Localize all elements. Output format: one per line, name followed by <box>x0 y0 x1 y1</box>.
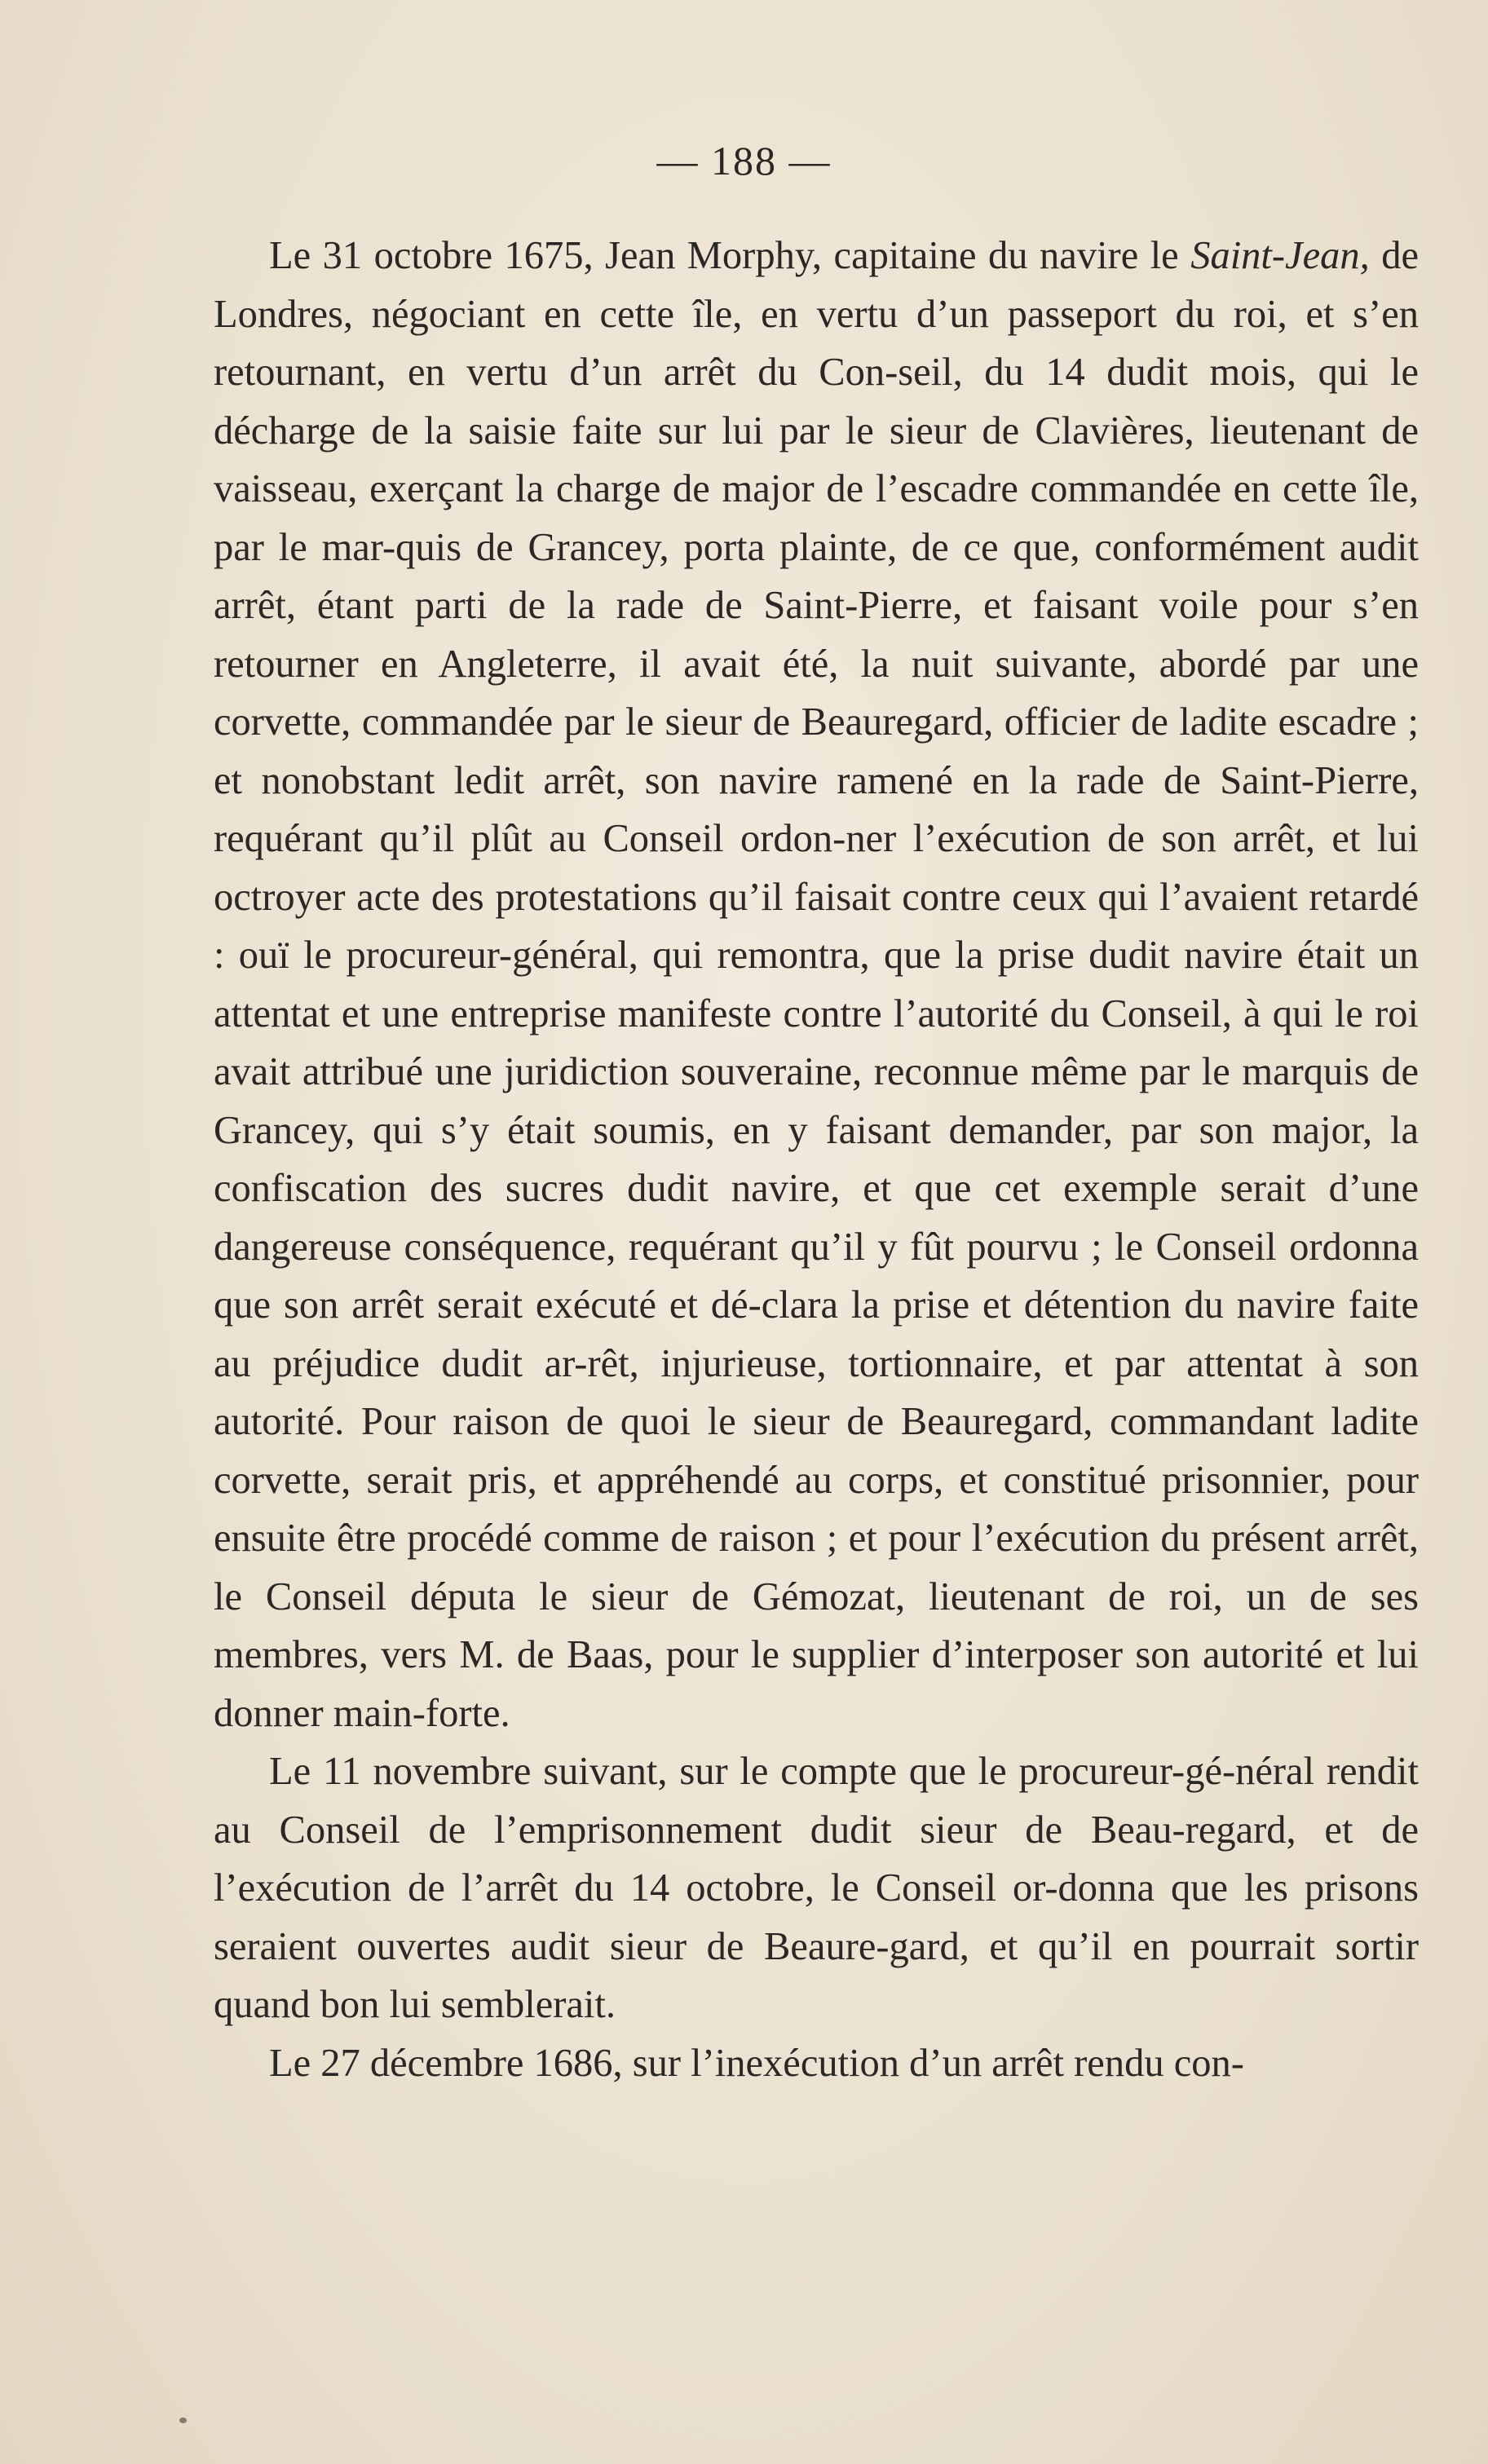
ink-speck <box>179 2418 187 2423</box>
paragraph-1-body: de Londres, négociant en cette île, en vertu d’un passeport du roi, et s’en retournant, en vertu d’un arrêt du Con-seil, du 14 dudit mois, qui le décharge de la saisie faite sur lui par le sieur de Clavières, lieutenant de vaisseau, exerçant la charge de major de l’escadre commandée en cette île, par le mar-quis de Grancey, porta plainte, de ce que, conformément audit arrêt, étant parti de la rade de Saint-Pierre, et faisant voile pour s’en retourner en Angleterre, il avait été, la nuit suivante, abordé par une corvette, commandée par le sieur de Beauregard, officier de ladite escadre ; et nonobstant ledit arrêt, son navire ramené en la rade de Saint-Pierre, requérant qu’il plût au Conseil ordon-ner l’exécution de son arrêt, et lui octroyer acte des protestations qu’il faisait contre ceux qui l’avaient retardé : ouï le procureur-général, qui remontra, que la prise dudit navire était un attentat et une entreprise manifeste contre l’autorité du Conseil, à qui le roi avait attribué une juridiction souveraine, reconnue même par le marquis de Grancey, qui s’y était soumis, en y faisant demander, par son major, la confiscation des sucres dudit navire, et que cet exemple serait d’une dangereuse conséquence, requérant qu’il y fût pourvu ; le Conseil ordonna que son arrêt serait exécuté et dé-clara la prise et détention du navire faite au préjudice dudit ar-rêt, injurieuse, tortionnaire, et par attentat à son autorité. Pour raison de quoi le sieur de Beauregard, commandant ladite corvette, serait pris, et appréhendé au corps, et constitué prisonnier, pour ensuite être procédé comme de raison ; et pour l’exécution du présent arrêt, le Conseil députa le sieur de Gémozat, lieutenant de roi, un de ses membres, vers M. de Baas, pour le supplier d’interposer son autorité et lui donner main-forte. <box>214 234 1419 1735</box>
paragraph-2: Le 11 novembre suivant, sur le compte que le procureur-gé-néral rendit au Conseil de l’emprisonnement dudit sieur de Beau-regard, et de l’exécution de l’arrêt du 14 octobre, le Conseil or-donna que les prisons seraient ouvertes audit sieur de Beaure-gard, et qu’il en pourrait sortir quand bon lui semblerait. <box>214 1750 1419 2026</box>
page-body <box>214 227 1419 2092</box>
paragraph-3: Le 27 décembre 1686, sur l’inexécution d’un arrêt rendu con- <box>269 2041 1244 2085</box>
ship-name: Saint-Jean, <box>1190 234 1370 277</box>
page-number: — 188 — <box>656 138 832 183</box>
paragraph-1-lead: Le 31 octobre 1675, Jean Morphy, capitaine du navire le <box>269 234 1191 277</box>
paragraph-1 <box>214 227 1419 1742</box>
